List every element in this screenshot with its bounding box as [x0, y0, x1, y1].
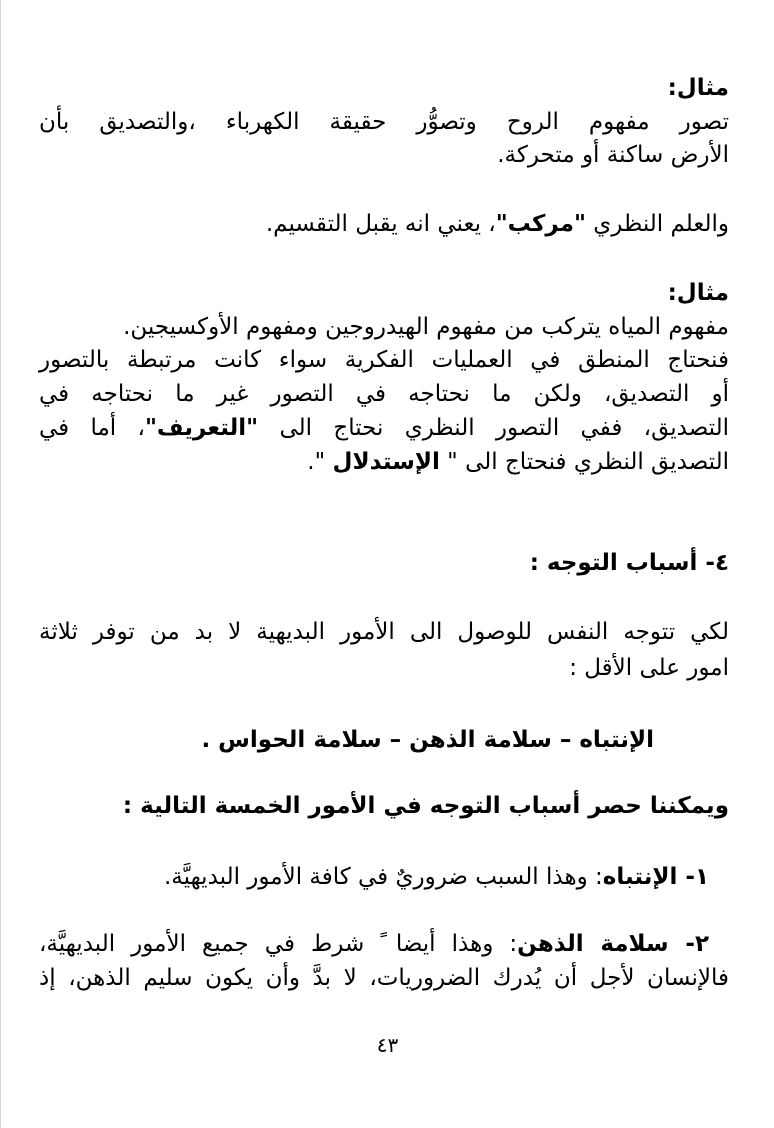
example2-line3: أو التصديق، ولكن ما نحتاجه في التصور غير ما نحتاجه في [39, 381, 729, 407]
page-number: ٤٣ [376, 1033, 399, 1057]
item2-text: : وهذا أيضا ً شرط في جميع الأمور البديهيَّة، [39, 931, 518, 957]
theory-sentence: والعلم النظري "مركب"، يعني انه يقبل التقسيم. [265, 211, 729, 237]
item2-line1 [39, 928, 729, 960]
example2-line2: فنحتاج المنطق في العمليات الفكرية سواء كانت مرتبطة بالتصور [39, 347, 729, 373]
example1-line1: تصور مفهوم الروح وتصوُّر حقيقة الكهرباء ،والتصديق بأن [39, 109, 729, 135]
example2-line1: مفهوم المياه يتركب من مفهوم الهيدروجين ومفهوم الأوكسيجين. [123, 314, 729, 340]
item2-line2: فالإنسان لأجل أن يُدرك الضروريات، لا بدَّ وأن يكون سليم الذهن، إذ [39, 965, 729, 991]
example1-line2: الأرض ساكنة أو متحركة. [497, 142, 729, 168]
theory-bold-term: "مركب" [495, 211, 586, 237]
item1-number: ١- [677, 864, 709, 890]
example2-line4: التصديق، ففي التصور النظري نحتاج الى "التعريف"، أما في [39, 415, 730, 441]
example2-label: مثال: [667, 280, 729, 306]
item2-title: سلامة الذهن [517, 931, 669, 957]
item2-number: ٢- [668, 931, 709, 957]
item1-title: الإنتباه [602, 864, 678, 890]
section-heading: ٤- أسباب التوجه : [529, 550, 729, 576]
section-para-line1: لكي تتوجه النفس للوصول الى الأمور البديهية لا بد من توفر ثلاثة [39, 619, 729, 645]
definition-bold-term: "التعريف" [144, 415, 259, 441]
example2-line5: التصديق النظري فنحتاج الى " الإستدلال ". [307, 449, 729, 475]
section-para-line2: امور على الأقل : [569, 655, 729, 681]
example1-label: مثال: [667, 75, 729, 101]
inference-bold-term: الإستدلال [332, 449, 440, 475]
three-conditions: الإنتباه – سلامة الذهن – سلامة الحواس . [201, 727, 654, 753]
item1-text: : وهذا السبب ضروريٌ في كافة الأمور البديهيَّة. [163, 864, 603, 890]
item1 [19, 861, 709, 893]
five-causes-heading: ويمكننا حصر أسباب التوجه في الأمور الخمسة التالية : [122, 793, 729, 819]
